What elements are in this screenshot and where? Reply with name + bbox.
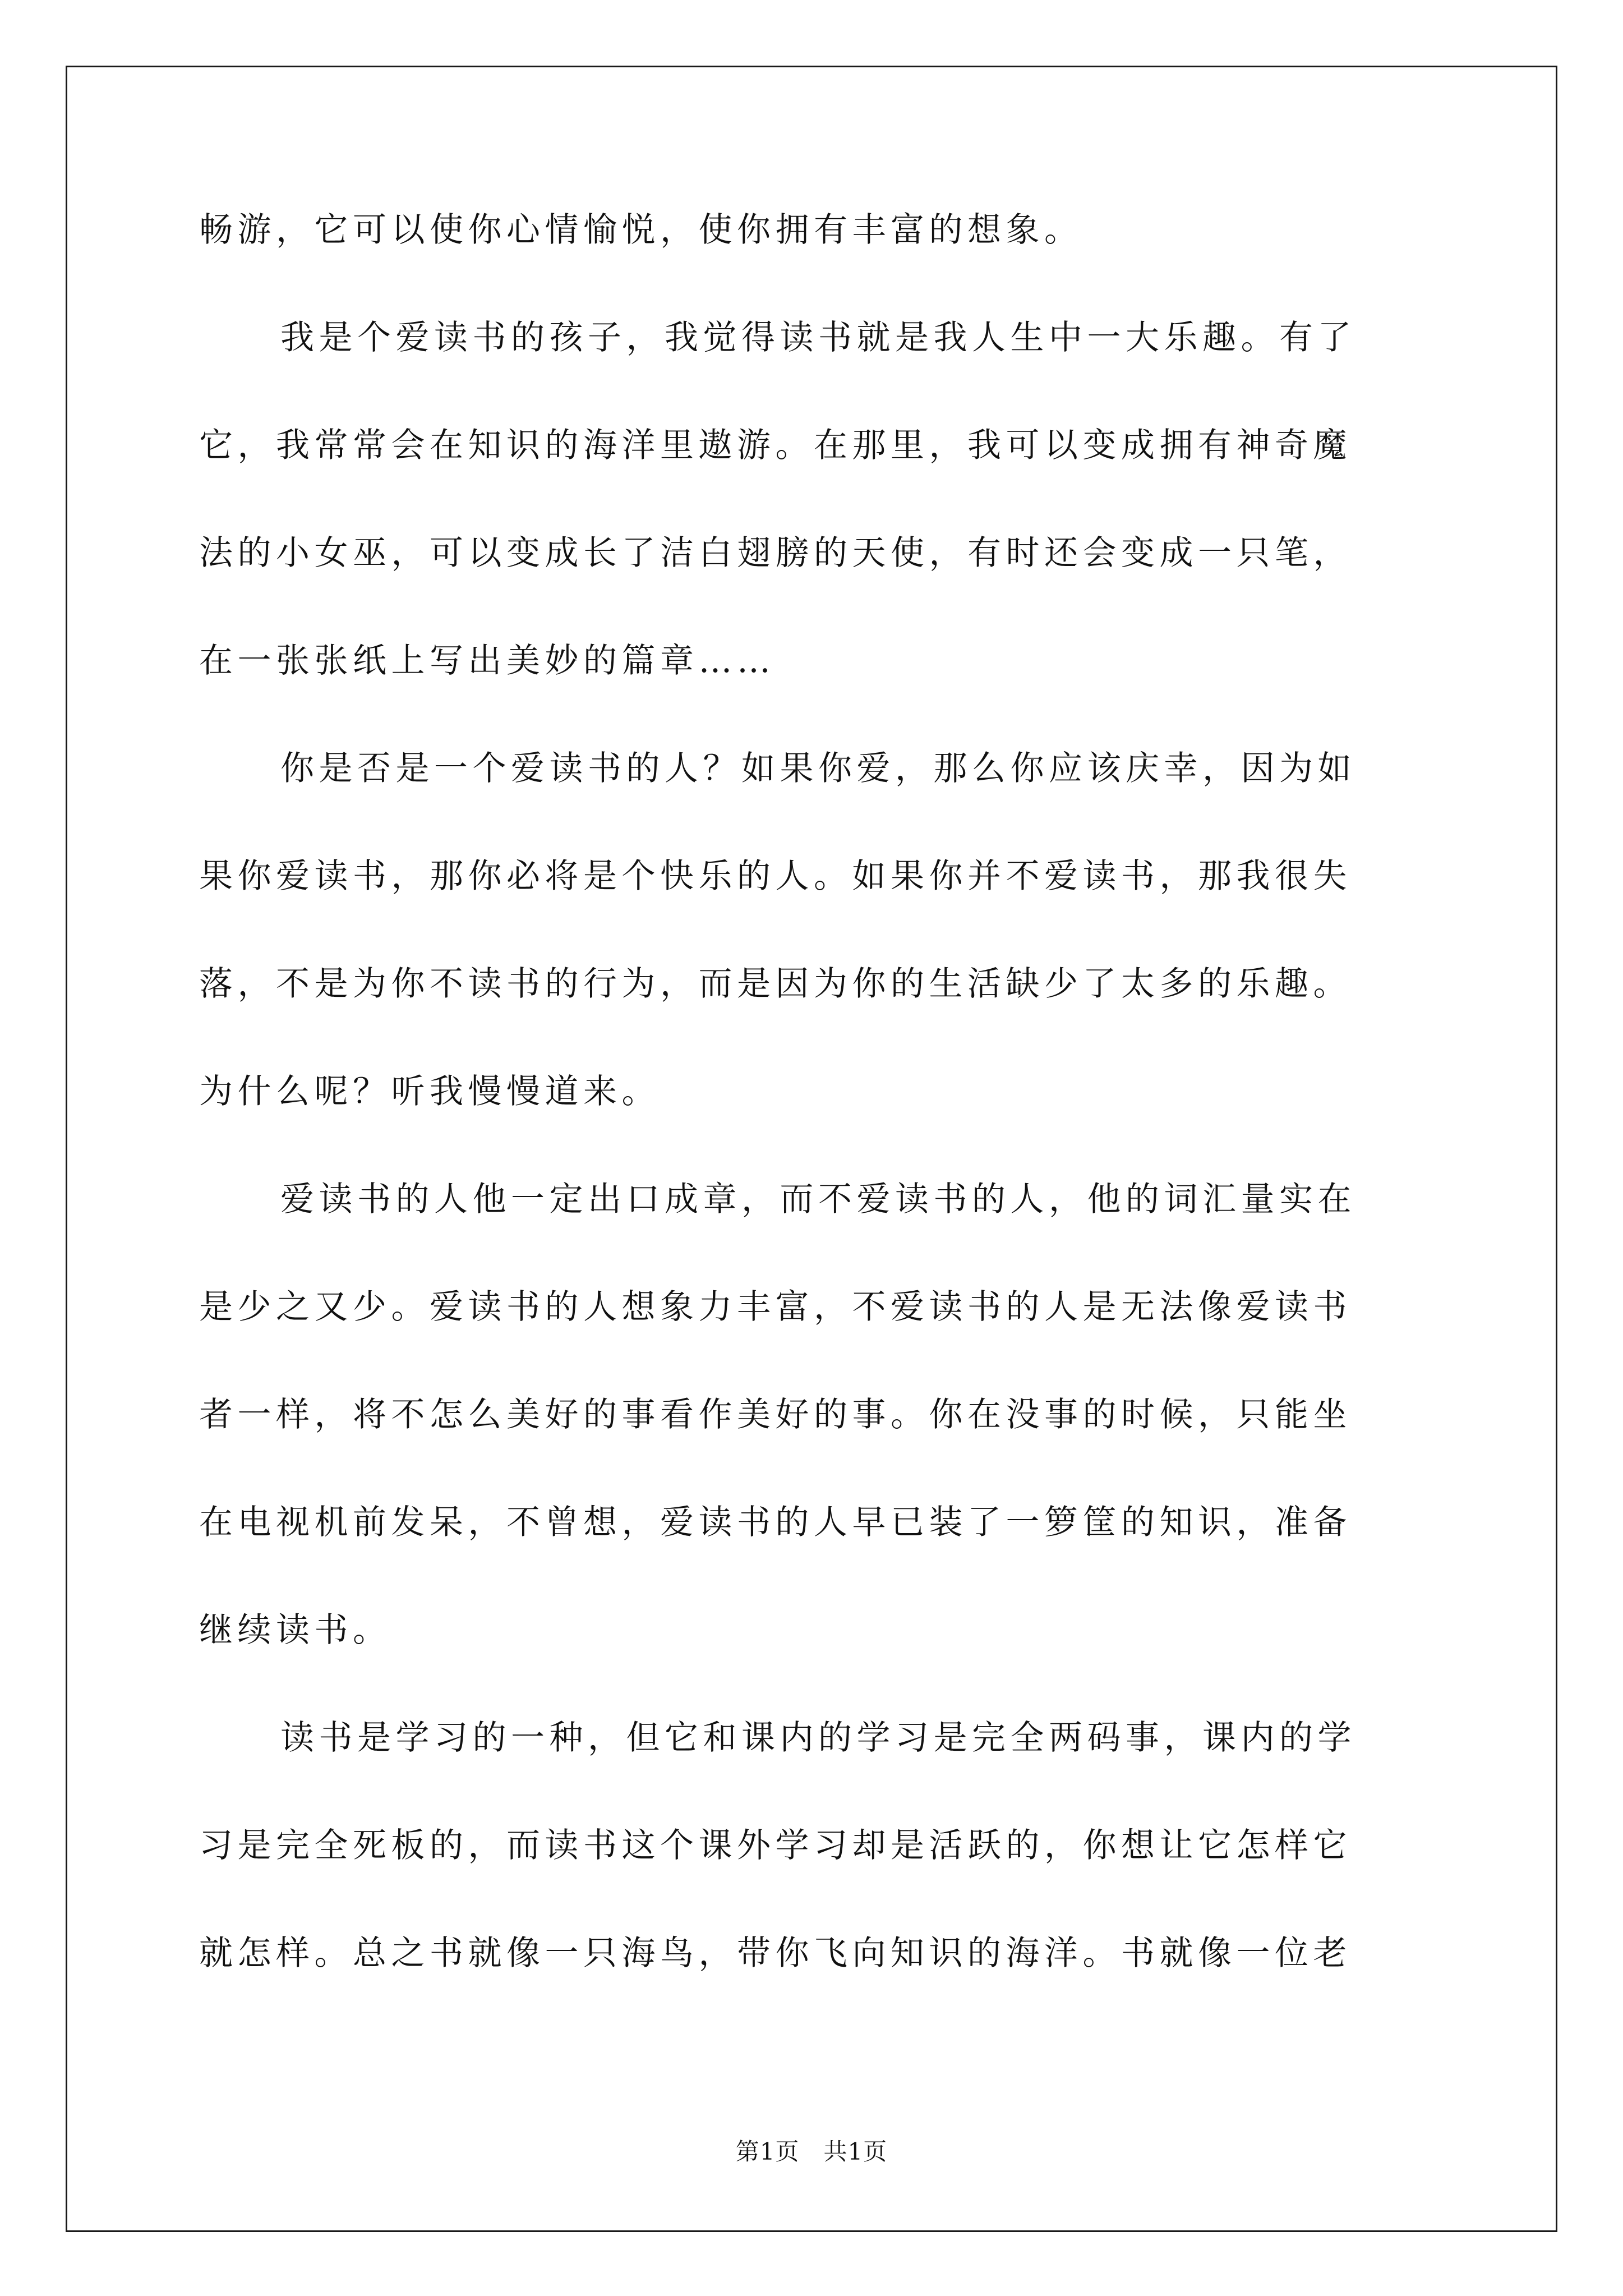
text-line: 果你爱读书，那你必将是个快乐的人。如果你并不爱读书，那我很失: [199, 857, 1352, 896]
text-line: 畅游，它可以使你心情愉悦，使你拥有丰富的想象。: [199, 210, 1083, 250]
paragraph-first-line: 爱读书的人他一定出口成章，而不爱读书的人，他的词汇量实在: [280, 1180, 1356, 1219]
paragraph-first-line: 读书是学习的一种，但它和课内的学习是完全两码事，课内的学: [280, 1718, 1356, 1757]
text-line: 习是完全死板的，而读书这个课外学习却是活跃的，你想让它怎样它: [199, 1826, 1352, 1865]
text-line: 就怎样。总之书就像一只海鸟，带你飞向知识的海洋。书就像一位老: [199, 1934, 1352, 1973]
text-line: 它，我常常会在知识的海洋里遨游。在那里，我可以变成拥有神奇魔: [199, 426, 1352, 465]
text-line: 在一张张纸上写出美妙的篇章……: [199, 641, 776, 680]
text-line: 为什么呢？听我慢慢道来。: [199, 1072, 660, 1111]
text-line: 落，不是为你不读书的行为，而是因为你的生活缺少了太多的乐趣。: [199, 964, 1352, 1004]
page-border: [66, 66, 1557, 2232]
page-number-footer: 第1页 共1页: [735, 2138, 888, 2165]
paragraph-first-line: 我是个爱读书的孩子，我觉得读书就是我人生中一大乐趣。有了: [280, 318, 1356, 357]
text-line: 在电视机前发呆，不曾想，爱读书的人早已装了一箩筐的知识，准备: [199, 1503, 1352, 1542]
text-line: 是少之又少。爱读书的人想象力丰富，不爱读书的人是无法像爱读书: [199, 1287, 1352, 1327]
text-line: 继续读书。: [199, 1611, 391, 1650]
text-line: 者一样，将不怎么美好的事看作美好的事。你在没事的时候，只能坐: [199, 1395, 1352, 1434]
paragraph-first-line: 你是否是一个爱读书的人？如果你爱，那么你应该庆幸，因为如: [280, 749, 1356, 788]
text-line: 法的小女巫，可以变成长了洁白翅膀的天使，有时还会变成一只笔，: [199, 533, 1352, 573]
